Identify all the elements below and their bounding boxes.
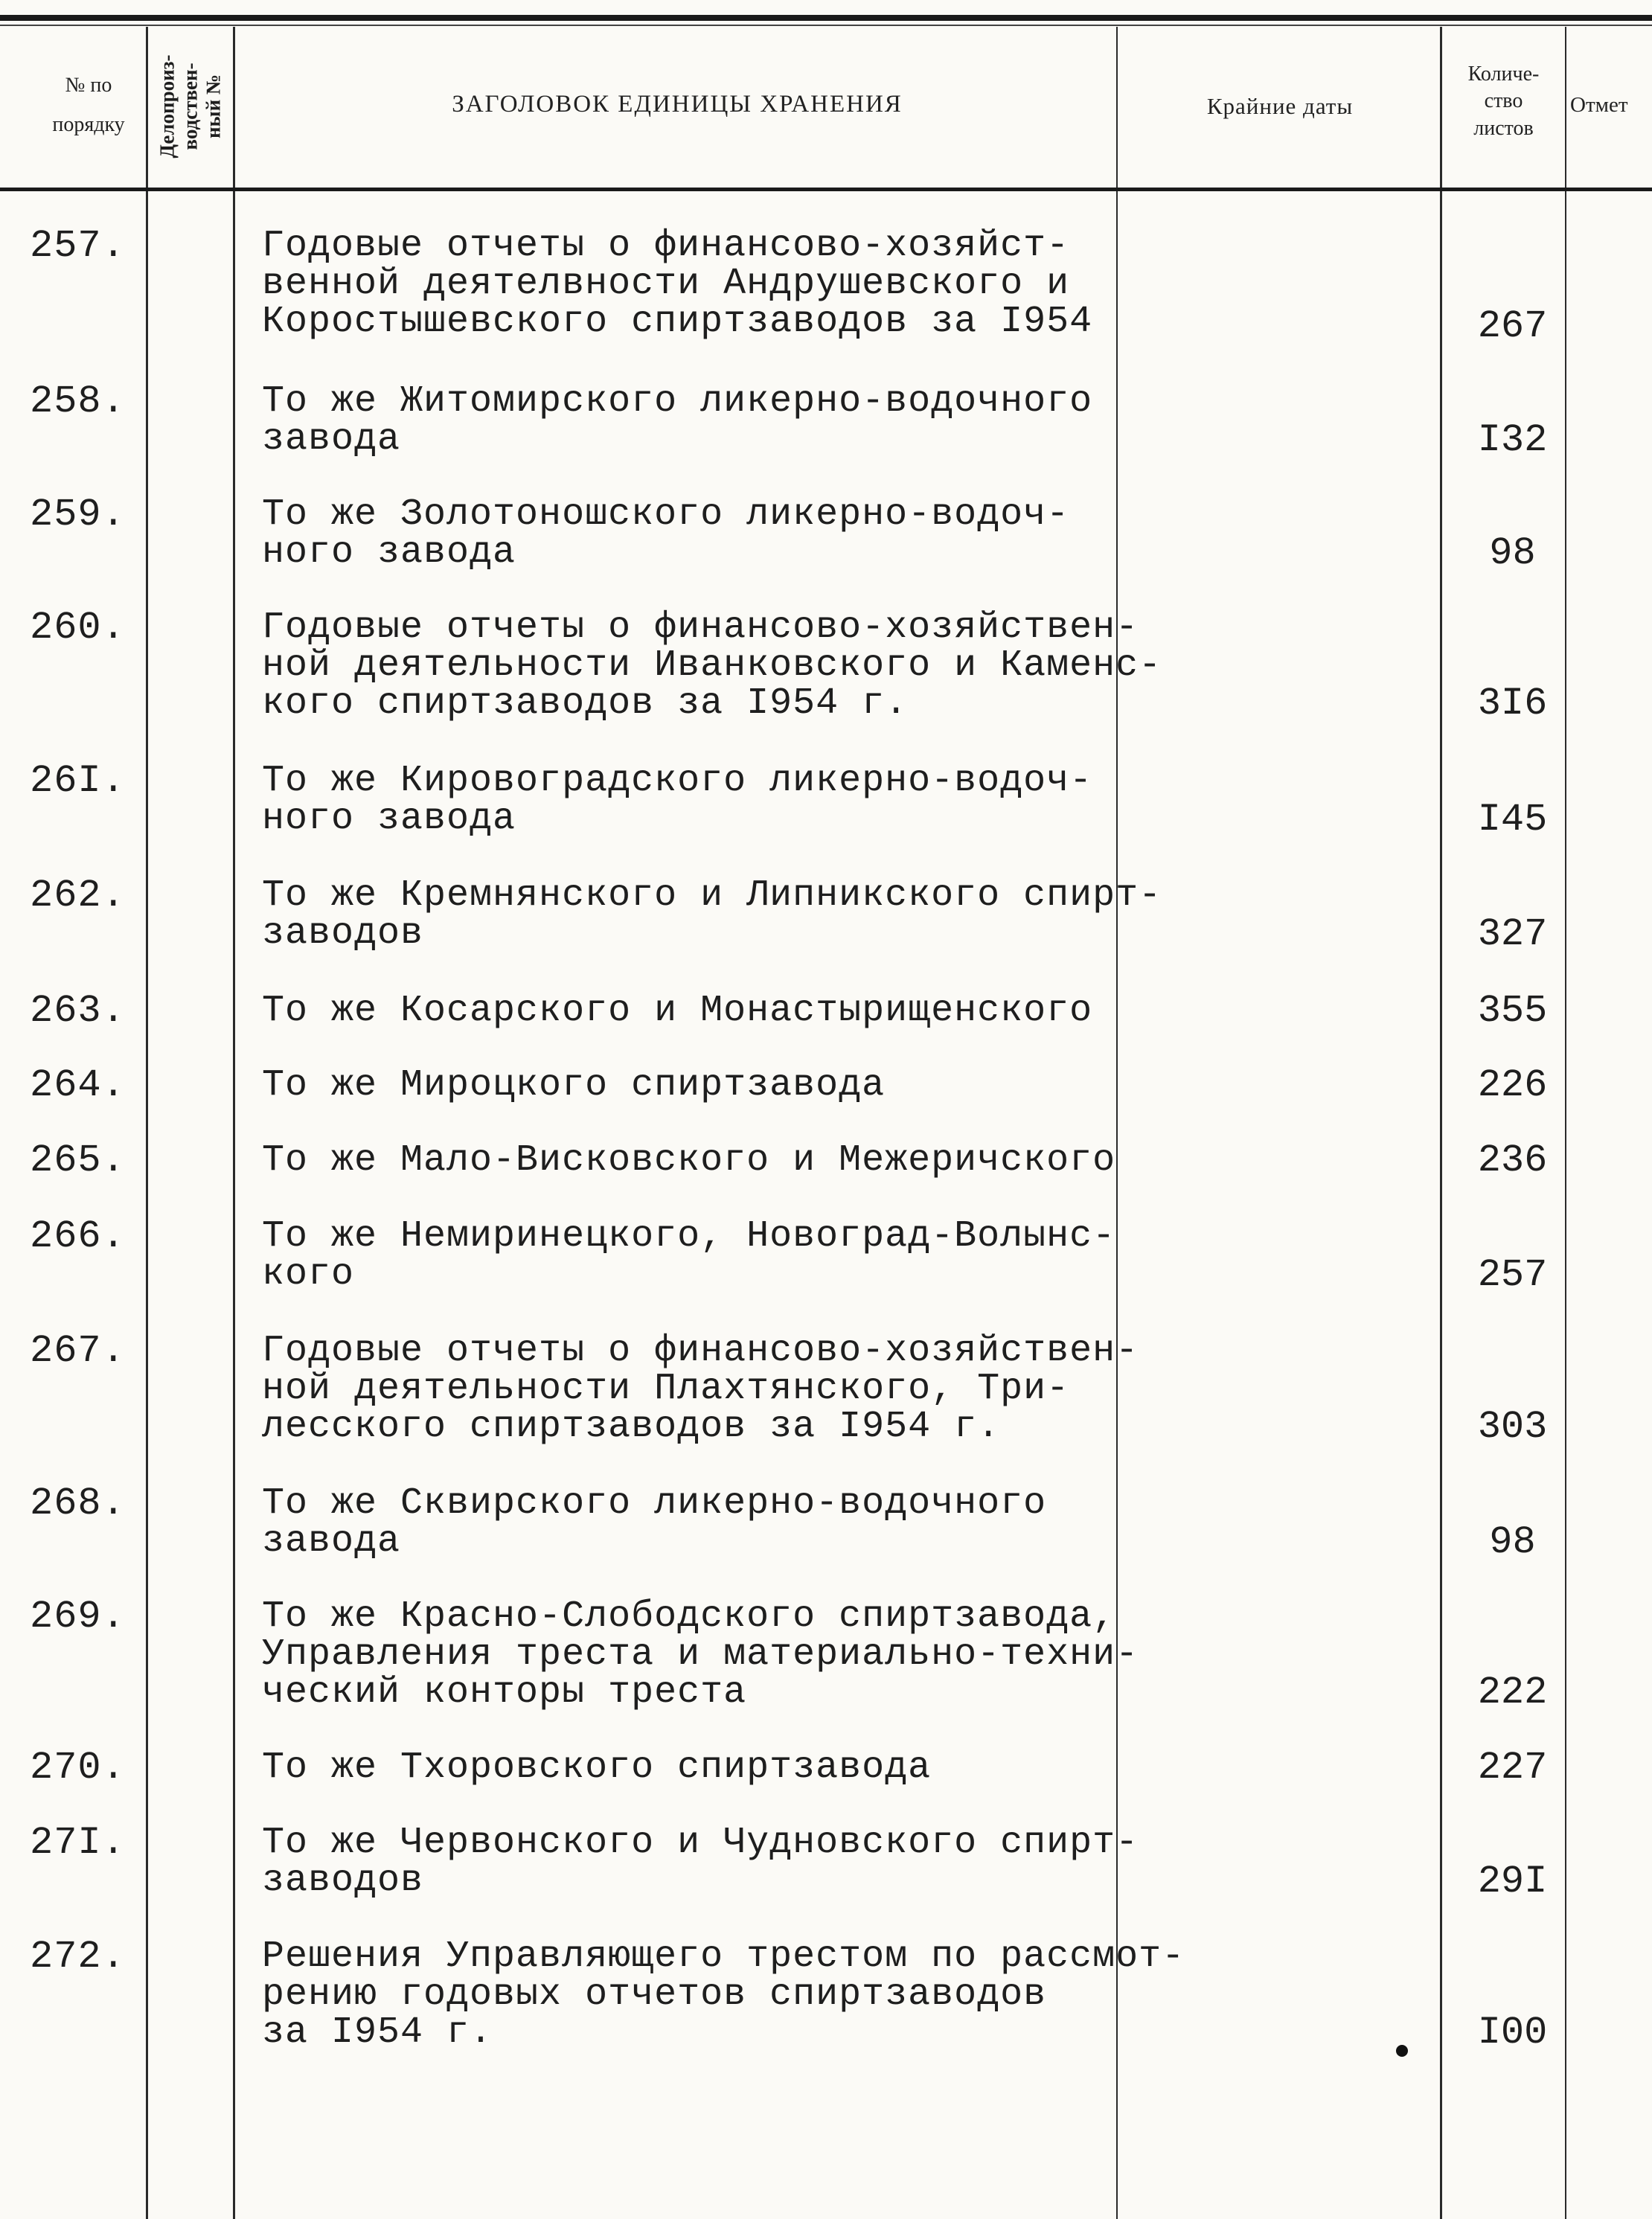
column-divider <box>233 27 235 2219</box>
row-number: 272. <box>30 1935 126 1979</box>
column-divider <box>146 27 148 2219</box>
row-title: То же Кремнянского и Липникского спирт- заводов <box>262 874 1162 955</box>
row-sheet-count: 3I6 <box>1477 682 1548 726</box>
row-title: То же Красно-Слободского спиртзавода, Управления треста и материально-техни- ческий конторы треста <box>262 1595 1139 1714</box>
row-sheet-count: I45 <box>1477 798 1548 842</box>
ink-dot <box>1396 2045 1408 2057</box>
row-title: То же Золотоношского ликерно-водоч- ного завода <box>262 493 1070 574</box>
row-number: 257. <box>30 224 126 268</box>
row-title: То же Немиринецкого, Новоград-Волынс- кого <box>262 1215 1116 1296</box>
row-title: То же Червонского и Чудновского спирт- заводов <box>262 1822 1139 1902</box>
top-rule-thin <box>0 25 1652 26</box>
row-sheet-count: 227 <box>1477 1746 1548 1790</box>
header-office-number <box>146 28 235 185</box>
row-sheet-count: 236 <box>1477 1139 1548 1182</box>
header-number: № по порядку <box>52 74 125 137</box>
top-rule <box>0 15 1652 21</box>
row-number: 266. <box>30 1214 126 1258</box>
row-sheet-count: 327 <box>1477 912 1548 956</box>
row-title: То же Мало-Висковского и Межеричского <box>262 1139 1116 1182</box>
row-number: 264. <box>30 1063 126 1107</box>
row-title: То же Сквирского ликерно-водочного завода <box>262 1482 1047 1563</box>
row-sheet-count: 257 <box>1477 1253 1548 1297</box>
header-notes: Отмет <box>1570 93 1628 117</box>
row-sheet-count: 222 <box>1477 1671 1548 1714</box>
header-title: ЗАГОЛОВОК ЕДИНИЦЫ ХРАНЕНИЯ <box>452 91 903 118</box>
row-title: Годовые отчеты о финансово-хозяйст- венной деятелвности Андрушевского и Коростышевского спиртзаводов за I954 <box>262 225 1093 343</box>
row-number: 27I. <box>30 1821 126 1865</box>
row-number: 259. <box>30 493 126 537</box>
header-rule <box>0 188 1652 191</box>
column-divider <box>1440 27 1442 2219</box>
row-sheet-count: 355 <box>1477 989 1548 1033</box>
row-title: Годовые отчеты о финансово-хозяйствен- ной деятельности Плахтянского, Три- лесского спиртзаводов за I954 г. <box>262 1330 1139 1448</box>
row-title: То же Кировоградского ликерно-водоч- ного завода <box>262 760 1093 840</box>
row-number: 270. <box>30 1746 126 1790</box>
row-sheet-count: 267 <box>1477 304 1548 348</box>
row-sheet-count: 303 <box>1477 1405 1548 1449</box>
row-sheet-count: I32 <box>1477 418 1548 462</box>
row-number: 268. <box>30 1482 126 1525</box>
row-number: 262. <box>30 874 126 918</box>
row-sheet-count: 98 <box>1489 1520 1536 1564</box>
row-number: 26I. <box>30 759 126 803</box>
row-sheet-count: 226 <box>1477 1063 1548 1107</box>
row-number: 258. <box>30 380 126 423</box>
row-title: То же Житомирского ликерно-водочного завода <box>262 380 1093 461</box>
header-dates: Крайние даты <box>1206 93 1354 119</box>
row-title: Решения Управляющего трестом по рассмот- рению годовых отчетов спиртзаводов за I954 г. <box>262 1935 1185 2054</box>
row-number: 267. <box>30 1329 126 1373</box>
row-title: То же Косарского и Монастырищенского <box>262 990 1093 1032</box>
row-number: 260. <box>30 606 126 650</box>
row-sheet-count: I00 <box>1477 2011 1548 2055</box>
row-title: То же Тхоровского спиртзавода <box>262 1746 932 1789</box>
row-number: 265. <box>30 1139 126 1182</box>
row-sheet-count: 98 <box>1489 531 1536 575</box>
header-sheets: Количе- ство листов <box>1467 63 1540 140</box>
row-title: Годовые отчеты о финансово-хозяйствен- ной деятельности Иванковского и Каменс- кого спиртзаводов за I954 г. <box>262 606 1162 725</box>
row-title: То же Мироцкого спиртзавода <box>262 1064 886 1107</box>
row-number: 269. <box>30 1595 126 1639</box>
row-sheet-count: 29I <box>1477 1860 1548 1903</box>
row-number: 263. <box>30 989 126 1033</box>
header-office-number-label: Делопроиз- водствен- ный № <box>156 54 225 158</box>
